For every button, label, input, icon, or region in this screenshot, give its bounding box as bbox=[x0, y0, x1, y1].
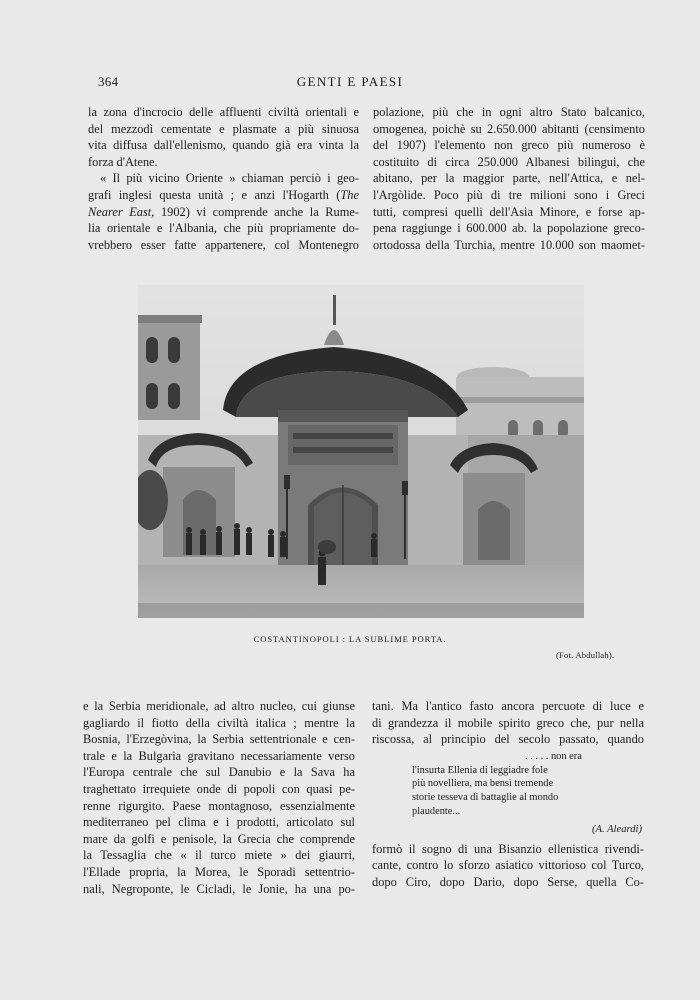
text-line bbox=[83, 731, 355, 748]
text-line bbox=[372, 857, 644, 874]
line-text: tani. Ma l'antico fasto ancora percuote di luce e bbox=[372, 699, 644, 713]
italic-text: The bbox=[340, 187, 359, 202]
photograph-sublime-porte bbox=[138, 285, 584, 618]
text-line bbox=[83, 881, 355, 898]
paragraph-before-quote bbox=[372, 698, 644, 748]
line-text: e la Serbia meridionale, ad altro nucleo, cui giunse bbox=[83, 699, 355, 713]
text-line bbox=[373, 220, 645, 237]
text-line bbox=[83, 864, 355, 881]
line-text: mare da golfi e penisole, la Grecia che comprende bbox=[83, 831, 355, 846]
line-text: tutti, compresi quelli dell'Asia Minore, e forse ap- bbox=[373, 204, 645, 219]
line-text: Bosnia, l'Erzegòvina, la Serbia settentrionale e cen- bbox=[83, 732, 355, 747]
line-text: vita diffusa dall'ellenismo, quando già era vinta la bbox=[88, 138, 359, 153]
line-text: mediterraneo pel clima e i prodotti, articolato sul bbox=[83, 815, 355, 830]
text-line bbox=[83, 798, 355, 815]
line-text: abitano, per la maggior parte, nell'Attica, e nel- bbox=[373, 171, 645, 186]
line-text: forza d'Atene. bbox=[88, 154, 158, 169]
line-text: del 1907) l'elemento non greco più numeroso è bbox=[373, 138, 645, 153]
line-text: renne rigurgito. Paese montagnoso, essenzialmente bbox=[83, 798, 355, 813]
text-line bbox=[88, 170, 359, 187]
text-line bbox=[88, 220, 359, 237]
text-line bbox=[373, 137, 645, 154]
verse-line: storie tesseva di battaglie al mondo bbox=[412, 792, 559, 804]
line-text: formò il sogno di una Bisanzio ellenistica rivendi- bbox=[372, 841, 644, 856]
text-line bbox=[372, 841, 644, 858]
line-text: traghettato irrequiete onde di popoli con quasi pe- bbox=[83, 781, 355, 796]
page-header bbox=[0, 74, 700, 92]
text-line bbox=[83, 764, 355, 781]
line-text: omogenea, poichè su 2.650.000 abitanti (censimento bbox=[373, 121, 645, 136]
text-column-bottom-right bbox=[372, 698, 644, 891]
verse-quotation bbox=[412, 750, 644, 819]
verse-line: l'insurta Ellenia di leggiadre fole bbox=[412, 764, 548, 776]
verse-line: . . . . . non era bbox=[525, 750, 582, 762]
line-text: del mezzodì cementate e plasmate a più sinuosa bbox=[88, 121, 359, 136]
text-line bbox=[373, 170, 645, 187]
text-line bbox=[372, 731, 644, 748]
line-text: la Tessaglia che « il turco miete » dei giaurri, bbox=[83, 848, 355, 863]
verse-line: più novelliera, ma bensì tremende bbox=[412, 778, 554, 790]
line-text: ortodossa della Turchia, mentre 10.000 son maomet- bbox=[373, 237, 645, 252]
text-line bbox=[88, 104, 359, 121]
text-line bbox=[88, 154, 359, 171]
line-text: cante, contro lo sforzo asiatico vittorioso col Turco, bbox=[372, 858, 644, 873]
line-text: 1902) vi comprende anche la Rume- bbox=[154, 204, 359, 219]
text-line bbox=[372, 715, 644, 732]
line-text: l'Ellade propria, la Morea, le Sporadi settentrio- bbox=[83, 864, 355, 879]
text-line bbox=[83, 831, 355, 848]
line-text: costituito di circa 250.000 Albanesi bilingui, che bbox=[373, 154, 645, 169]
paragraph-after-quote bbox=[372, 841, 644, 891]
figure-caption: COSTANTINOPOLI : LA SUBLIME PORTA. bbox=[253, 634, 447, 644]
text-line bbox=[373, 121, 645, 138]
running-title: GENTI E PAESI bbox=[296, 74, 404, 89]
text-line bbox=[372, 874, 644, 891]
text-column-top-left bbox=[88, 104, 359, 253]
line-text: la zona d'incrocio delle affluenti civiltà orientali e bbox=[88, 105, 359, 119]
text-line bbox=[88, 121, 359, 138]
line-text: l'Argòlide. Poco più di tre milioni sono i Greci bbox=[373, 187, 645, 202]
text-line bbox=[88, 137, 359, 154]
text-column-top-right bbox=[373, 104, 645, 253]
line-text: « Il più vicino Oriente » chiaman perciò i geo- bbox=[100, 171, 359, 186]
italic-text: Nearer East, bbox=[88, 204, 155, 219]
text-line bbox=[83, 698, 355, 715]
text-line bbox=[88, 204, 359, 221]
text-line bbox=[373, 204, 645, 221]
text-line bbox=[88, 237, 359, 254]
page-number: 364 bbox=[98, 74, 119, 89]
line-text: lia orientale e l'Albania, che più propriamente do- bbox=[88, 221, 359, 236]
line-text: dopo Ciro, dopo Dario, dopo Serse, quella Co- bbox=[372, 874, 644, 889]
line-text: gagliardo il fiotto della civiltà italica ; mentre la bbox=[83, 715, 355, 730]
line-text: grafi inglesi questa unità ; e anzi l'Hogarth ( bbox=[88, 187, 341, 202]
line-text: di grandezza il mobile spirito greco che, pur nella bbox=[372, 715, 644, 730]
line-text: nali, Negroponte, le Cicladi, le Jonie, ha una po- bbox=[83, 881, 355, 896]
line-text: vrebbero esser fatte appartenere, col Montenegro bbox=[88, 237, 359, 252]
quotation-attribution: (A. Aleardi) bbox=[591, 823, 642, 835]
photo-credit: (Fot. Abdullah). bbox=[556, 650, 615, 660]
line-text: pena raggiunge i 600.000 ab. la popolazione greco- bbox=[373, 221, 645, 236]
text-column-bottom-left bbox=[83, 698, 355, 897]
text-line bbox=[83, 748, 355, 765]
line-text: trale e la Bulgaria gravitano necessariamente verso bbox=[83, 748, 355, 763]
text-line bbox=[373, 237, 645, 254]
line-text: l'Europa centrale che sul Danubio e la Sava ha bbox=[83, 765, 355, 780]
verse-line: plaudente... bbox=[412, 805, 461, 817]
text-line bbox=[88, 187, 359, 204]
text-line bbox=[373, 104, 645, 121]
line-text: riscossa, al principio del secolo passato, quando bbox=[372, 732, 644, 747]
line-text: polazione, più che in ogni altro Stato balcanico, bbox=[373, 105, 645, 119]
text-line bbox=[373, 187, 645, 204]
text-line bbox=[373, 154, 645, 171]
text-line bbox=[83, 847, 355, 864]
text-line bbox=[372, 698, 644, 715]
text-line bbox=[83, 715, 355, 732]
text-line bbox=[83, 781, 355, 798]
text-line bbox=[83, 814, 355, 831]
